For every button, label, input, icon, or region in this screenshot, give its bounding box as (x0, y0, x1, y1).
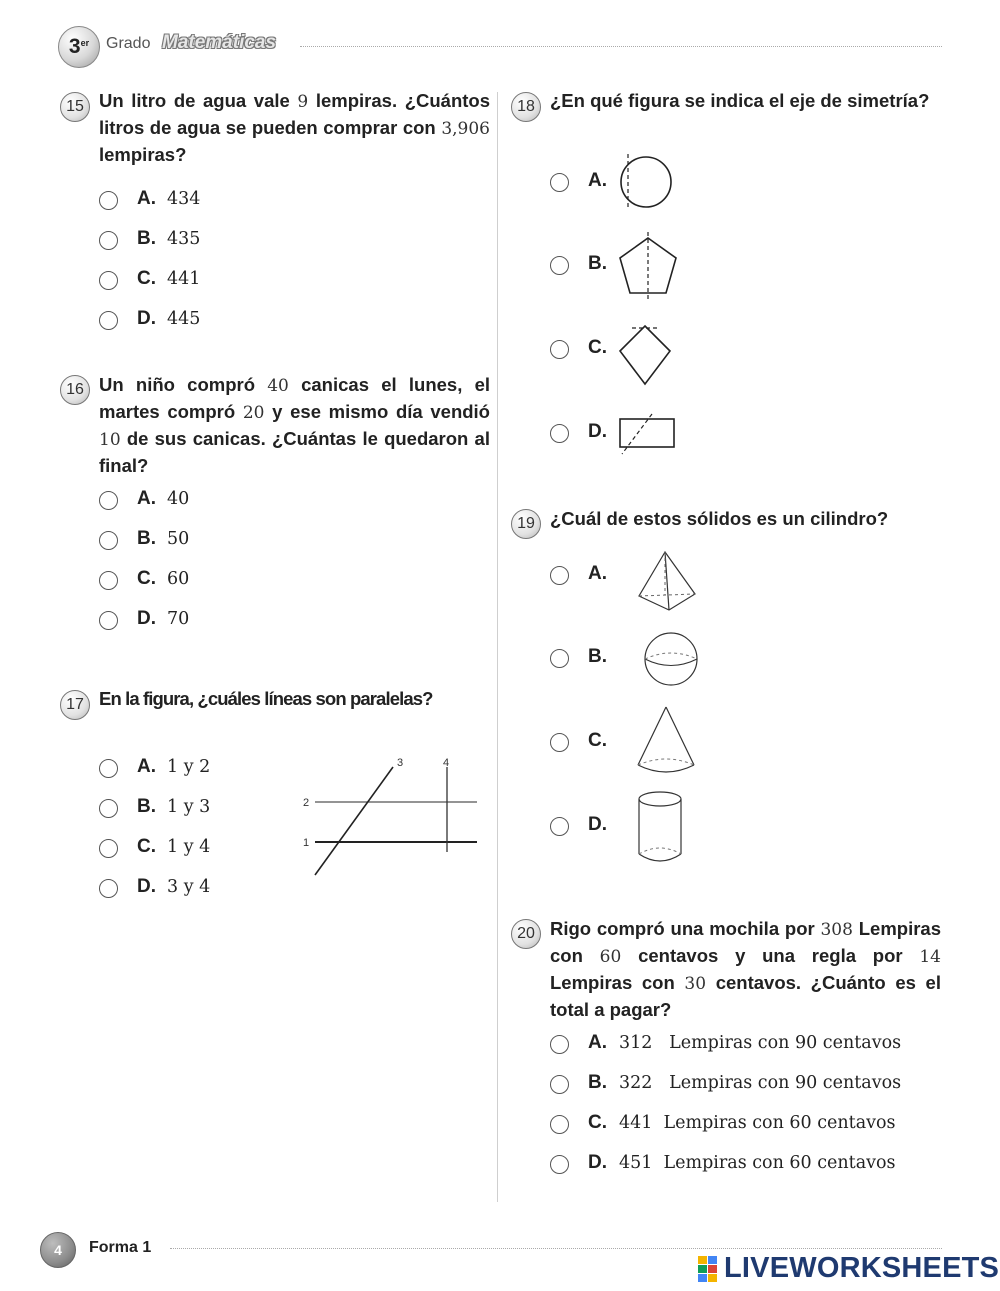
option-letter: A. (137, 188, 156, 209)
option-value: 441 Lempiras con 60 centavos (619, 1113, 896, 1133)
number-value: 9 (297, 92, 309, 112)
radio-button[interactable] (99, 799, 118, 818)
subject-title: Matemáticas (162, 32, 277, 53)
option-letter: C. (588, 730, 607, 751)
text-segment: Un litro de agua vale (99, 90, 298, 111)
option-letter: A. (588, 170, 607, 191)
option-letter: C. (588, 337, 607, 358)
q20-option-b[interactable] (550, 1072, 950, 1098)
liveworksheets-logo-icon (698, 1256, 718, 1282)
rectangle-icon (614, 412, 680, 456)
question-text-18: ¿En qué figura se indica el eje de simetría? (550, 90, 930, 111)
q20-option-c[interactable] (550, 1112, 950, 1138)
option-letter: A. (137, 488, 156, 509)
question-number-17: 17 (60, 690, 90, 720)
sphere-icon (640, 630, 702, 688)
footer-divider (170, 1248, 942, 1249)
option-value: 1 y 3 (167, 797, 211, 817)
number-value: 30 (684, 974, 707, 994)
q16-option-a[interactable] (99, 488, 399, 514)
option-value: 441 (167, 269, 201, 289)
option-value: 434 (167, 189, 201, 209)
page-number: 4 (40, 1232, 76, 1268)
question-text-20 (550, 916, 941, 1023)
cone-icon (634, 703, 698, 777)
option-letter: D. (137, 876, 156, 897)
option-value: 1 y 4 (167, 837, 211, 857)
number-value: 20 (242, 403, 265, 423)
question-number-18: 18 (511, 92, 541, 122)
radio-button[interactable] (550, 424, 569, 443)
question-text-17: En la figura, ¿cuáles líneas son paralelas? (99, 688, 433, 709)
label-line-2: 2 (303, 797, 310, 809)
question-number-19: 19 (511, 509, 541, 539)
number-value: 60 (599, 947, 622, 967)
grade-badge (58, 26, 100, 68)
number-value: 308 (820, 920, 853, 940)
text-segment: centavos y una regla por (621, 945, 920, 966)
option-letter: B. (137, 228, 156, 249)
radio-button[interactable] (99, 611, 118, 630)
option-letter: B. (588, 646, 607, 667)
option-value: 60 (167, 569, 190, 589)
option-value: 40 (167, 489, 190, 509)
radio-button[interactable] (99, 311, 118, 330)
text-segment: centavos. ¿Cuánto es el total a pagar? (550, 972, 941, 1020)
q15-option-c[interactable] (99, 268, 399, 294)
option-letter: C. (137, 568, 156, 589)
radio-button[interactable] (99, 271, 118, 290)
q17-option-b[interactable] (99, 796, 299, 822)
q15-option-d[interactable] (99, 308, 399, 334)
option-value: 1 y 2 (167, 757, 211, 777)
option-letter: C. (137, 836, 156, 857)
number-value: 3,906 (441, 119, 490, 139)
liveworksheets-brand: LIVEWORKSHEETS (724, 1252, 1000, 1284)
cylinder-icon (634, 788, 686, 866)
q20-option-a[interactable] (550, 1032, 950, 1058)
pyramid-icon (633, 548, 701, 616)
text-segment: lempiras. ¿Cuántos litros de agua se pueden comprar con (99, 90, 490, 138)
rhombus-icon (614, 318, 676, 390)
q16-option-c[interactable] (99, 568, 399, 594)
option-value: 312 Lempiras con 90 centavos (619, 1033, 902, 1053)
radio-button[interactable] (550, 173, 569, 192)
option-letter: A. (588, 563, 607, 584)
q16-option-b[interactable] (99, 528, 399, 554)
text-segment: lempiras? (99, 144, 187, 165)
radio-button[interactable] (550, 1035, 569, 1054)
column-divider (497, 92, 498, 1202)
question-number-20: 20 (511, 919, 541, 949)
number-value: 40 (267, 376, 289, 396)
q15-option-b[interactable] (99, 228, 399, 254)
radio-button[interactable] (550, 1075, 569, 1094)
text-segment: Un niño compró (99, 374, 268, 395)
radio-button[interactable] (99, 191, 118, 210)
option-letter: B. (137, 796, 156, 817)
q15-option-a[interactable] (99, 188, 399, 214)
q20-option-d[interactable] (550, 1152, 950, 1178)
radio-button[interactable] (99, 231, 118, 250)
number-value: 10 (99, 430, 121, 450)
option-value: 322 Lempiras con 90 centavos (619, 1073, 902, 1093)
q16-option-d[interactable] (99, 608, 399, 634)
option-letter: A. (588, 1032, 607, 1053)
radio-button[interactable] (550, 817, 569, 836)
text-segment: de sus canicas. ¿Cuántas le quedaron al final? (99, 428, 490, 476)
number-value: 14 (919, 947, 941, 967)
parallel-lines-figure (295, 752, 485, 882)
option-letter: B. (588, 1072, 607, 1093)
option-value: 445 (167, 309, 201, 329)
radio-button[interactable] (550, 1155, 569, 1174)
radio-button[interactable] (99, 531, 118, 550)
radio-button[interactable] (99, 839, 118, 858)
option-letter: B. (588, 253, 607, 274)
option-letter: C. (137, 268, 156, 289)
option-letter: D. (137, 308, 156, 329)
q17-option-c[interactable] (99, 836, 299, 862)
option-letter: D. (588, 1152, 607, 1173)
option-value: 50 (167, 529, 190, 549)
question-text-16 (99, 372, 490, 479)
text-segment: y ese mismo día vendió (264, 401, 490, 422)
option-letter: D. (588, 421, 607, 442)
radio-button[interactable] (99, 571, 118, 590)
text-segment: Lempiras con (550, 918, 941, 966)
question-text-15 (99, 88, 490, 168)
header-divider (300, 46, 942, 47)
option-value: 435 (167, 229, 201, 249)
grade-word: Grado (106, 35, 151, 52)
q17-option-d[interactable] (99, 876, 299, 902)
radio-button[interactable] (550, 649, 569, 668)
radio-button[interactable] (550, 340, 569, 359)
q17-option-a[interactable] (99, 756, 299, 782)
pentagon-icon (614, 230, 682, 302)
text-segment: Lempiras con (550, 972, 685, 993)
option-letter: D. (137, 608, 156, 629)
radio-button[interactable] (550, 256, 569, 275)
radio-button[interactable] (99, 759, 118, 778)
question-number-15: 15 (60, 92, 90, 122)
option-value: 451 Lempiras con 60 centavos (619, 1153, 896, 1173)
option-letter: B. (137, 528, 156, 549)
radio-button[interactable] (550, 1115, 569, 1134)
question-number-16: 16 (60, 375, 90, 405)
label-line-4: 4 (443, 757, 450, 769)
radio-button[interactable] (99, 491, 118, 510)
grade-number: 3 (68, 35, 81, 58)
radio-button[interactable] (550, 566, 569, 585)
form-label: Forma 1 (89, 1239, 152, 1256)
grade-suffix: er (80, 38, 90, 48)
label-line-1: 1 (303, 837, 310, 849)
option-letter: D. (588, 814, 607, 835)
option-value: 70 (167, 609, 190, 629)
option-value: 3 y 4 (167, 877, 211, 897)
radio-button[interactable] (550, 733, 569, 752)
radio-button[interactable] (99, 879, 118, 898)
circle-icon (614, 152, 676, 212)
line-3 (315, 767, 393, 875)
question-text-19: ¿Cuál de estos sólidos es un cilindro? (550, 508, 889, 529)
text-segment: Rigo compró una mochila por (550, 918, 821, 939)
label-line-3: 3 (397, 757, 404, 769)
text-segment: canicas el lunes, el martes compró (99, 374, 490, 422)
option-letter: A. (137, 756, 156, 777)
option-letter: C. (588, 1112, 607, 1133)
